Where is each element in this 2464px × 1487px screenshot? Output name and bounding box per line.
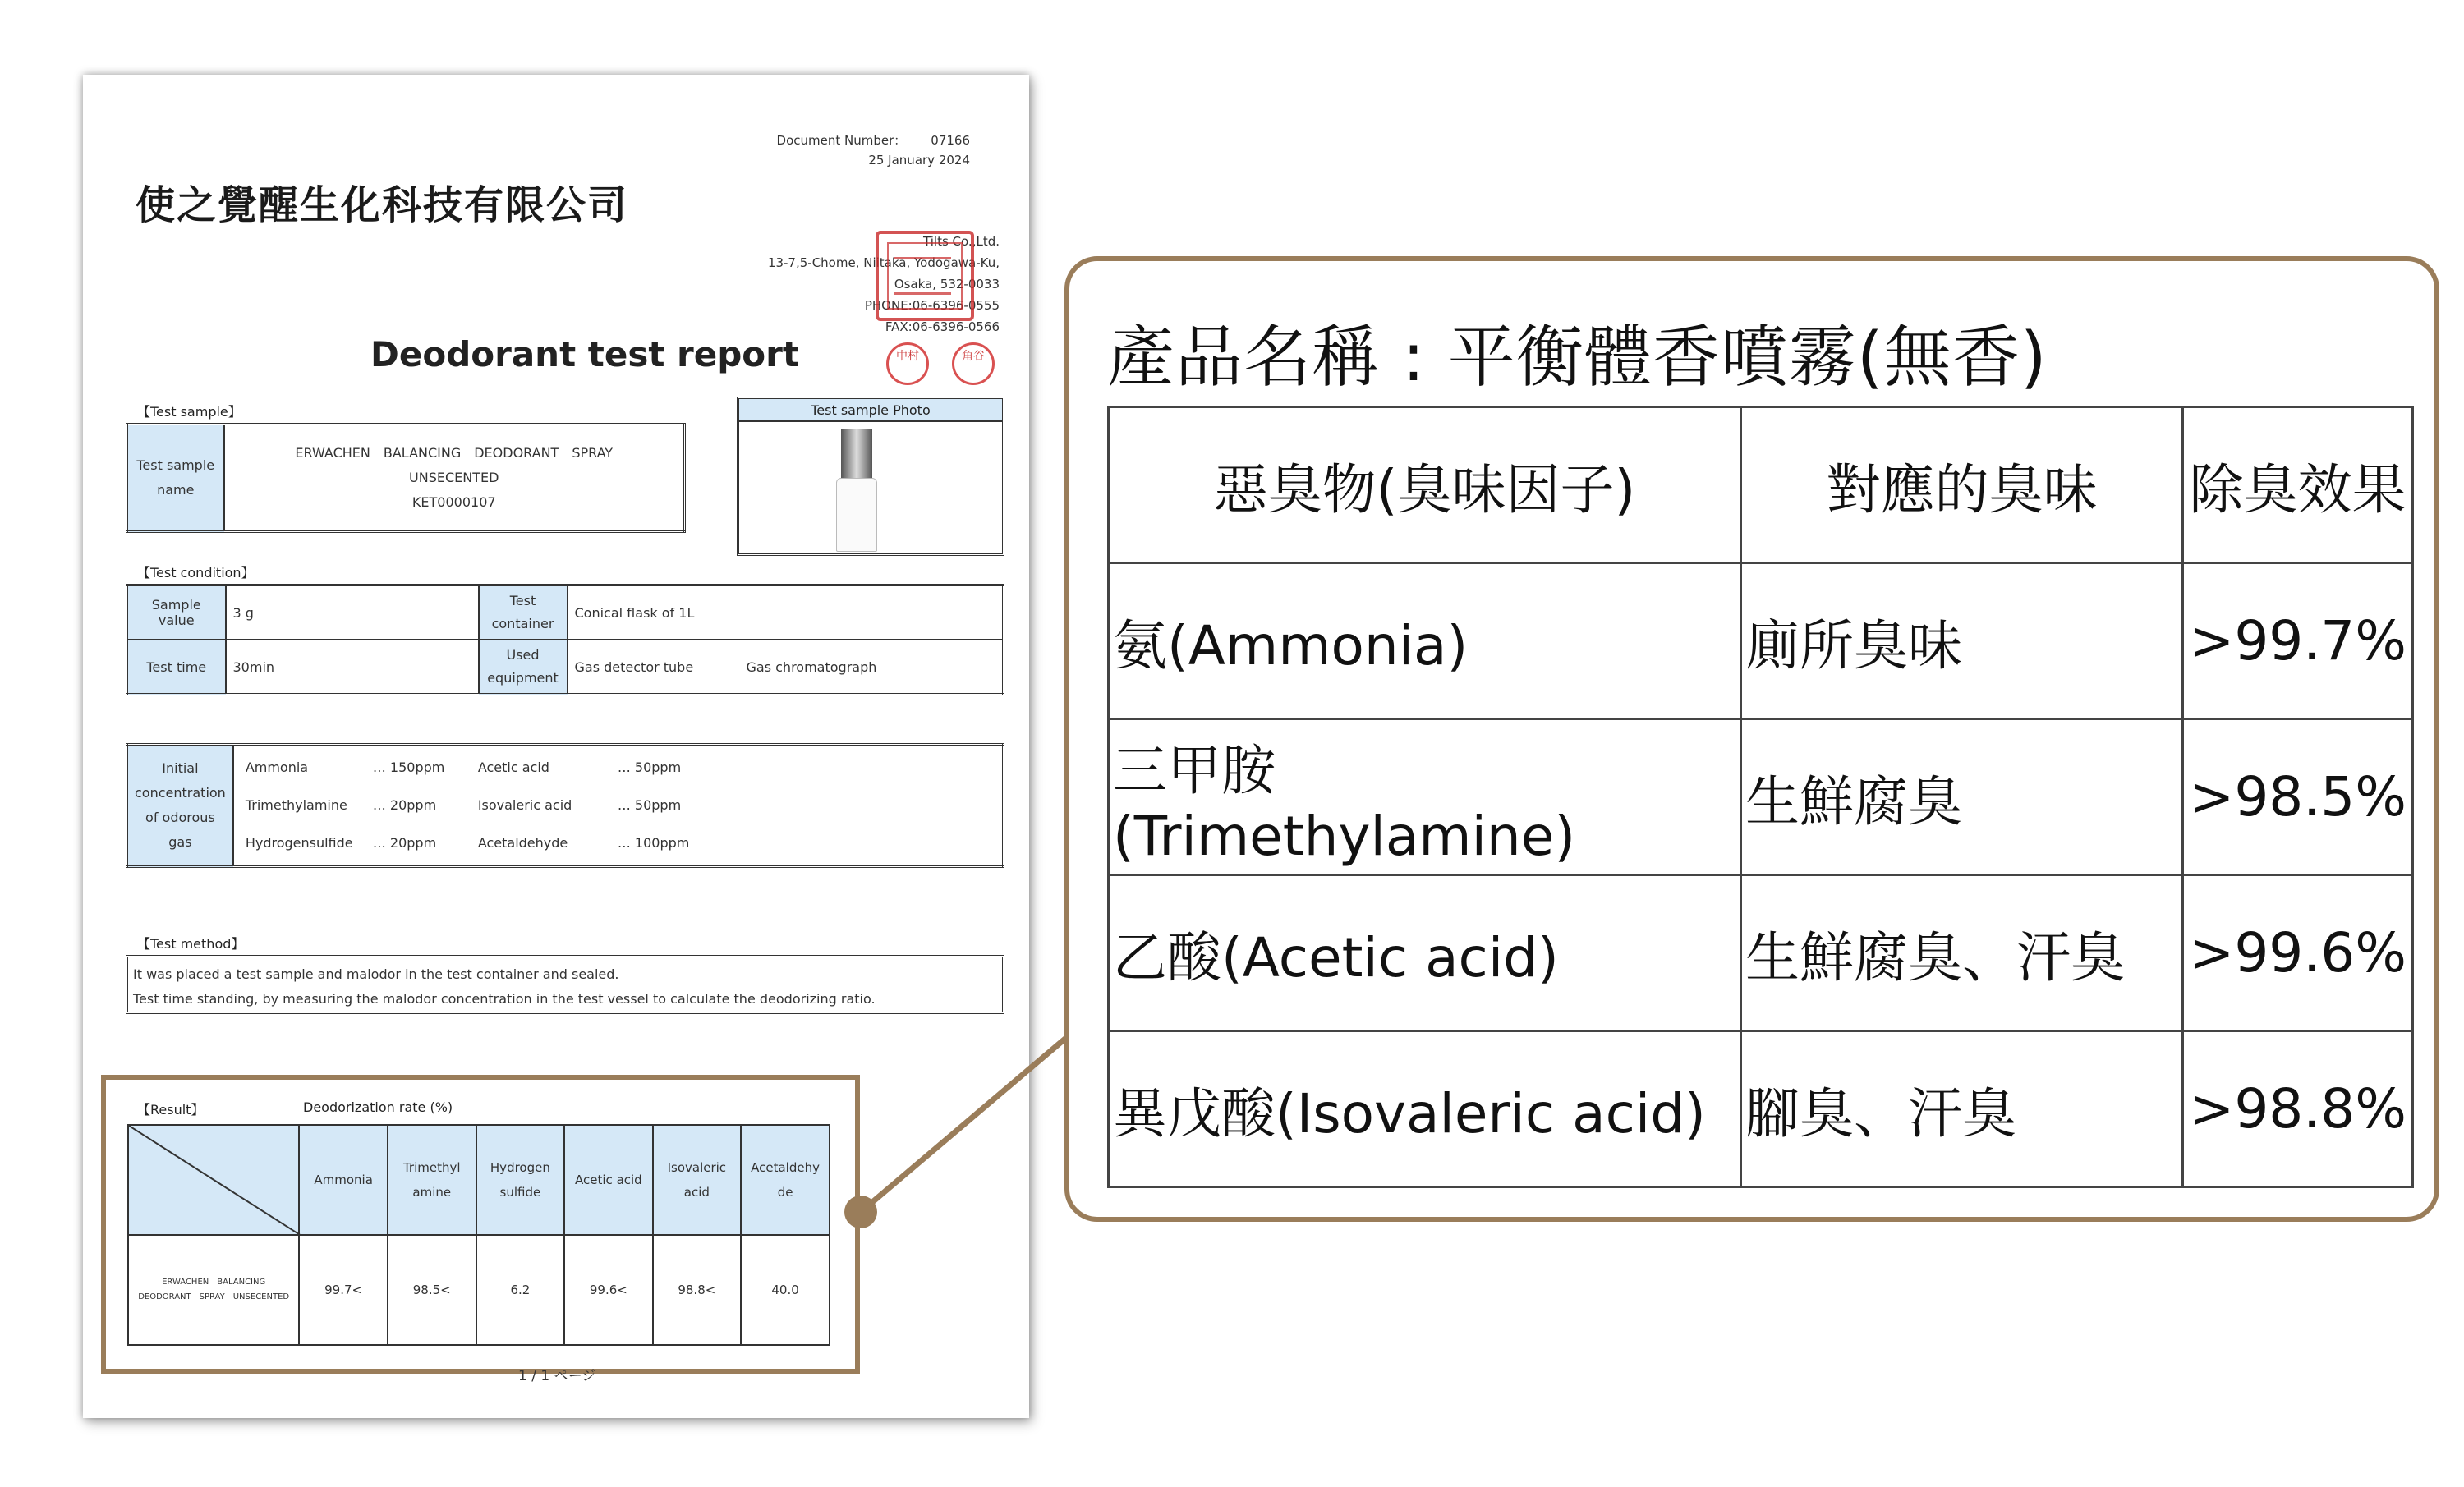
gas-name: Ammonia — [245, 760, 309, 775]
sample-value-label: Sample value — [127, 585, 226, 640]
result-row-label-line: DEODORANT SPRAY UNSECENTED — [138, 1292, 290, 1301]
sample-name-line: ERWACHEN BALANCING DEODORANT SPRAY — [295, 445, 614, 461]
gas-name: Trimethylamine — [245, 797, 347, 813]
report-title: Deodorant test report — [370, 334, 799, 374]
result-header: Isovaleric acid — [653, 1125, 742, 1235]
stamp-text: 中村 — [896, 350, 919, 363]
test-container: Conical flask of 1L — [568, 585, 1004, 640]
deodorization-rate-label: Deodorization rate (%) — [303, 1099, 453, 1115]
equipment-2: Gas chromatograph — [740, 640, 1004, 695]
test-time-label: Test time — [127, 640, 226, 695]
result-value: 98.8< — [653, 1235, 742, 1345]
gas-name: Isovaleric acid — [477, 797, 572, 813]
address-line: 13-7,5-Chome, Niitaka, Yodogawa-Ku, — [767, 255, 1000, 270]
sample-name-line: UNSECENTED — [409, 470, 499, 485]
test-container-label: Test container — [479, 585, 568, 640]
zoom-callout-panel — [1064, 256, 2439, 1222]
effect-cell: >99.7% — [2183, 563, 2413, 719]
document-date: 25 January 2024 — [868, 153, 970, 168]
sample-code: KET0000107 — [411, 494, 496, 510]
address-line: FAX:06-6396-0566 — [885, 319, 1000, 334]
header-substance: 惡臭物(臭味因子) — [1109, 407, 1741, 563]
result-header: Trimethyl amine — [388, 1125, 476, 1235]
method-line: It was placed a test sample and malodor in the test container and sealed. — [133, 966, 619, 982]
connector-dot — [844, 1196, 877, 1228]
effect-cell: >98.8% — [2183, 1031, 2413, 1187]
deodorizing-effect-table — [1107, 406, 2414, 1188]
product-name-title: 產品名稱 : 平衡體香噴霧(無香) — [1107, 319, 2048, 397]
result-value: 6.2 — [476, 1235, 565, 1345]
page-number: 1 / 1 ページ — [518, 1368, 596, 1384]
result-header: Acetic acid — [564, 1125, 652, 1235]
stamp-text: 角谷 — [962, 350, 985, 363]
odor-cell: 生鮮腐臭、汗臭 — [1741, 875, 2183, 1031]
test-sample-name-label: Test sample name — [127, 425, 224, 532]
substance-cell: 異戊酸(Isovaleric acid) — [1109, 1031, 1741, 1187]
result-header: Ammonia — [299, 1125, 388, 1235]
result-row-label-line: ERWACHEN BALANCING — [162, 1278, 266, 1287]
photo-header: Test sample Photo — [739, 399, 1002, 422]
used-equipment-label: Used equipment — [479, 640, 568, 695]
substance-cell: 乙酸(Acetic acid) — [1109, 875, 1741, 1031]
test-time: 30min — [226, 640, 479, 695]
gas-concentration: … 50ppm — [617, 797, 682, 813]
odor-cell: 生鮮腐臭 — [1741, 719, 2183, 875]
test-condition-section-label: 【Test condition】 — [137, 565, 255, 581]
gas-name: Acetaldehyde — [477, 835, 568, 851]
sample-value: 3 g — [226, 585, 479, 640]
table-row — [1109, 1031, 2413, 1187]
address-line: Osaka, 532-0033 — [894, 277, 1000, 291]
substance-cell: 氨(Ammonia) — [1109, 563, 1741, 719]
odor-cell: 腳臭、汗臭 — [1741, 1031, 2183, 1187]
result-header: Acetaldehy de — [741, 1125, 830, 1235]
gas-concentration: … 150ppm — [372, 760, 445, 775]
table-row — [1109, 563, 2413, 719]
odor-cell: 廁所臭味 — [1741, 563, 2183, 719]
equipment-1: Gas detector tube — [568, 640, 740, 695]
document-number: 07166 — [931, 133, 970, 148]
table-header-row — [1109, 407, 2413, 563]
substance-cell: 三甲胺(Trimethylamine) — [1109, 719, 1741, 875]
gas-name: Hydrogensulfide — [245, 835, 353, 851]
gas-concentration: … 20ppm — [372, 797, 437, 813]
method-line: Test time standing, by measuring the malodor concentration in the test vessel to calculate the deodorizing ratio. — [133, 991, 876, 1007]
result-value: 98.5< — [388, 1235, 476, 1345]
header-effect: 除臭效果 — [2183, 407, 2413, 563]
header-odor: 對應的臭味 — [1741, 407, 2183, 563]
test-sample-section-label: 【Test sample】 — [137, 404, 241, 420]
gas-name: Acetic acid — [477, 760, 549, 775]
result-header: Hydrogen sulfide — [476, 1125, 565, 1235]
table-row — [1109, 875, 2413, 1031]
company-name: 使之覺醒生化科技有限公司 — [136, 182, 629, 228]
result-value: 99.6< — [564, 1235, 652, 1345]
gas-concentration: … 100ppm — [617, 835, 690, 851]
result-value: 99.7< — [299, 1235, 388, 1345]
address-line: PHONE:06-6396-0555 — [864, 298, 1000, 313]
initial-concentration-label: Initial concentration of odorous gas — [127, 745, 233, 867]
address-line: Tilts Co.,Ltd. — [923, 234, 1000, 249]
effect-cell: >98.5% — [2183, 719, 2413, 875]
result-value: 40.0 — [741, 1235, 830, 1345]
effect-cell: >99.6% — [2183, 875, 2413, 1031]
table-row — [1109, 719, 2413, 875]
result-section-label: 【Result】 — [137, 1102, 205, 1118]
gas-concentration: … 50ppm — [617, 760, 682, 775]
test-method-section-label: 【Test method】 — [137, 936, 245, 952]
document-number-label: Document Number： — [776, 133, 907, 148]
gas-concentration: … 20ppm — [372, 835, 437, 851]
